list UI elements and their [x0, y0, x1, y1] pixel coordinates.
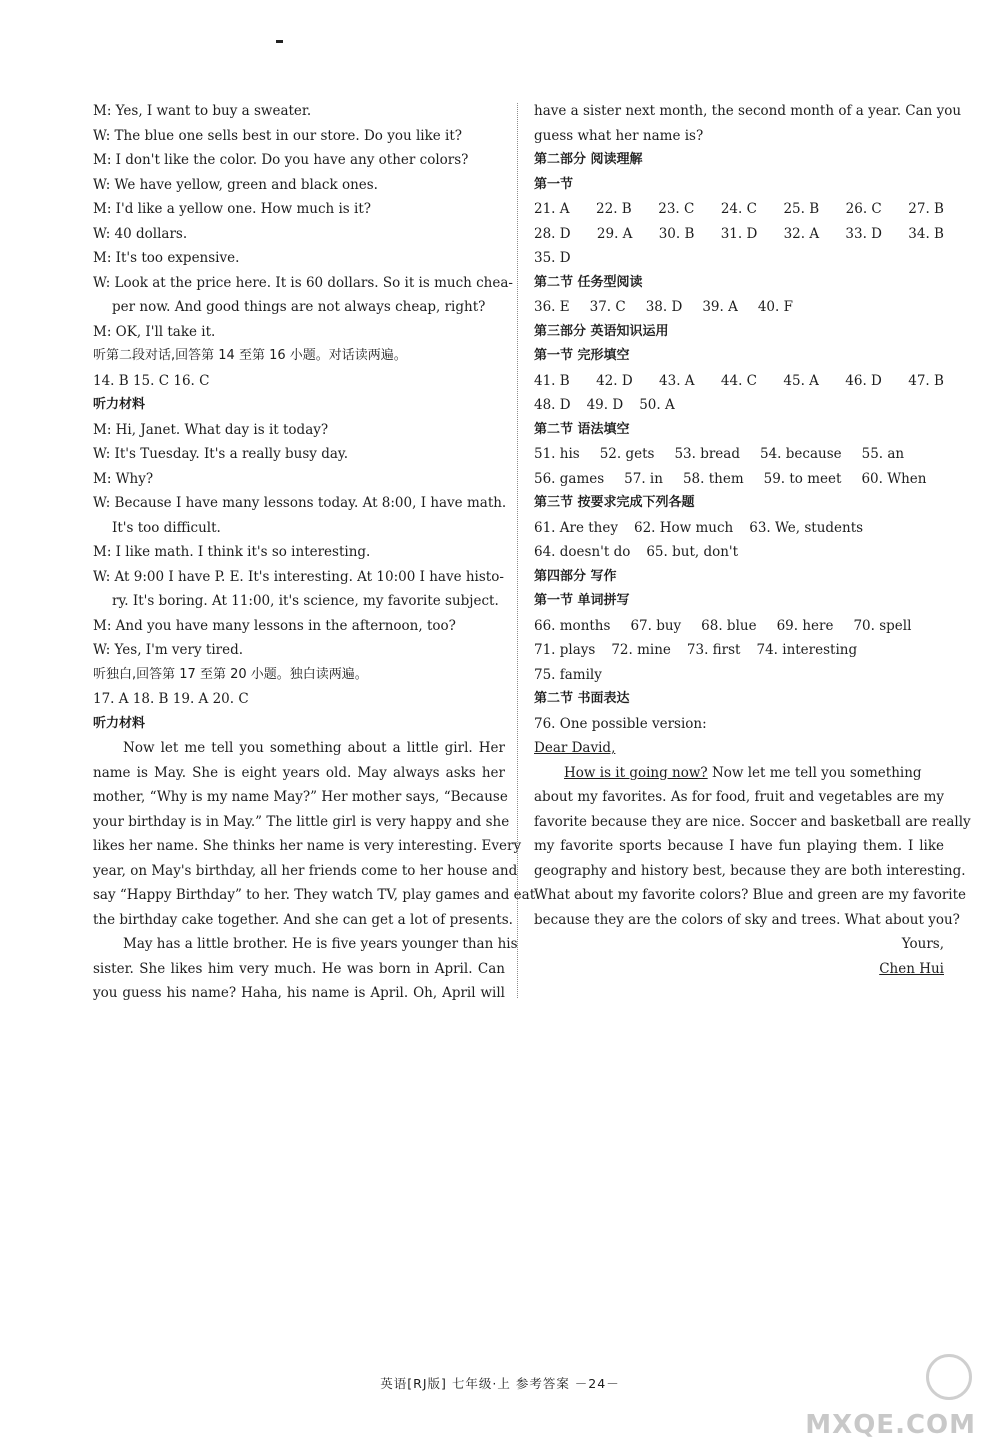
text-line: guess what her name is? [534, 127, 704, 144]
section-heading: 第二节 语法填空 [534, 421, 630, 437]
text-line: W: It's Tuesday. It's a really busy day. [93, 446, 349, 462]
answer-item: 58. them [682, 470, 744, 487]
answer-item: 31. D [720, 225, 758, 242]
text-line: M: I like math. I think it's so interesting. [93, 544, 371, 560]
answer-item: 34. B [908, 225, 944, 242]
answer-item: 42. D [596, 372, 633, 389]
text-line: sister. She likes him very much. He was born in April. Can [93, 960, 505, 977]
answer-item: 74. interesting [756, 642, 858, 658]
section-heading: 第二节 书面表达 [534, 691, 630, 706]
answer-item: 27. B [908, 201, 944, 217]
text-line: May has a little brother. He is five years younger than his [123, 936, 518, 952]
answer-item: 71. plays [534, 642, 596, 658]
text-line: you guess his name? Haha, his name is April. Oh, April will [93, 985, 505, 1001]
text-line: year, on May's birthday, all her friends come to her house and [93, 862, 518, 879]
text-line: geography and history best, because they are both interesting. [534, 862, 966, 879]
answer-item: 37. C [589, 299, 626, 315]
section-heading: 听力材料 [93, 715, 146, 731]
answer-item: 23. C [658, 201, 695, 217]
answer-item: 46. D [845, 372, 882, 389]
answer-item: 59. to meet [763, 470, 842, 487]
watermark-logo [805, 1352, 980, 1444]
text-line: ry. It's boring. At 11:00, it's science, my favorite subject. [112, 593, 499, 609]
text-line: M: I don't like the color. Do you have any other colors? [93, 152, 469, 168]
section-heading: 第一节 单词拼写 [534, 593, 630, 608]
text-line: likes her name. She thinks her name is very interesting. Every [93, 838, 522, 854]
answer-item: 55. an [861, 446, 905, 462]
text-line: favorite because they are nice. Soccer and basketball are really [534, 813, 971, 830]
text-line: 17. A 18. B 19. A 20. C [93, 691, 249, 707]
answer-item: 52. gets [599, 446, 655, 462]
answer-item: 39. A [702, 299, 738, 315]
answer-item: 54. because [760, 446, 842, 462]
answer-item: 65. but, don't [646, 544, 739, 560]
answer-item: 66. months [534, 617, 611, 634]
answer-item: 62. How much [633, 519, 734, 536]
answer-item: 51. his [534, 446, 580, 462]
answer-item: 53. bread [674, 446, 740, 462]
text-line: W: Yes, I'm very tired. [93, 642, 244, 658]
answer-row [534, 197, 944, 222]
text-line: Chen Hui [879, 960, 944, 977]
answer-item: 63. We, students [749, 519, 864, 536]
answer-item: 41. B [534, 372, 570, 389]
page-footer: 英语[RJ版] 七年级·上 参考答案 －24－ [380, 1376, 620, 1391]
answer-item: 56. games [534, 470, 605, 487]
text-line: W: Because I have many lessons today. At 8:00, I have math. [93, 495, 507, 511]
text-line: mother, “Why is my name May?” Her mother says, “Because [93, 789, 508, 805]
answer-item: 30. B [658, 225, 695, 242]
text-line: M: Hi, Janet. What day is it today? [93, 421, 329, 438]
text-line: have a sister next month, the second month of a year. Can you [534, 103, 962, 119]
answer-row [534, 369, 944, 394]
text-line: M: OK, I'll take it. [93, 323, 216, 340]
watermark-icon [926, 1354, 972, 1400]
text-line: Dear David, [534, 740, 616, 756]
answer-item: 60. When [861, 470, 927, 487]
section-heading: 听力材料 [93, 397, 146, 412]
text-line: my favorite sports because I have fun playing them. I like [534, 838, 944, 854]
answer-item: 50. A [639, 397, 675, 413]
text-line: W: At 9:00 I have P. E. It's interesting. At 10:00 I have histo- [93, 568, 504, 585]
text-line: Yours, [901, 936, 944, 952]
text-line: the birthday cake together. And she can get a lot of presents. [93, 911, 513, 928]
answer-item: 21. A [534, 201, 570, 217]
text-line: M: Yes, I want to buy a sweater. [93, 103, 312, 119]
text-line: It's too difficult. [112, 519, 221, 536]
answer-row [534, 393, 944, 418]
text-line: W: We have yellow, green and black ones. [93, 176, 378, 193]
underlined-text: How is it going now? [564, 764, 708, 781]
text-line: Now let me tell you something about a little girl. Her [123, 740, 505, 756]
text-line: W: Look at the price here. It is 60 dollars. So it is much chea- [93, 274, 513, 291]
section-heading: 第四部分 写作 [534, 568, 617, 584]
answer-row [534, 467, 944, 492]
answer-item: 70. spell [853, 617, 912, 634]
text-line: 76. One possible version: [534, 715, 707, 732]
answer-item: 73. first [686, 642, 741, 658]
answer-item: 68. blue [701, 617, 757, 634]
answer-item: 64. doesn't do [534, 544, 631, 560]
answer-row [534, 295, 944, 320]
answer-item: 29. A [596, 225, 633, 242]
answer-item: 38. D [645, 299, 683, 315]
answer-item: 40. F [757, 299, 793, 315]
answer-item: 32. A [783, 225, 820, 242]
answer-item: 26. C [845, 201, 882, 217]
answer-row [534, 442, 944, 467]
right-column [534, 99, 971, 981]
text-line: 听第二段对话,回答第 14 至第 16 小题。对话读两遍。 [93, 348, 407, 363]
answer-item: 69. here [776, 617, 834, 634]
text-line: M: It's too expensive. [93, 250, 240, 266]
section-heading: 第一节 完形填空 [534, 348, 630, 363]
section-heading: 第一节 [534, 176, 574, 192]
text-line: your birthday is in May.” The little girl is very happy and she [93, 813, 510, 830]
scan-mark [276, 40, 283, 43]
answer-item: 33. D [845, 225, 882, 242]
watermark-text: MXQE.COM [805, 1410, 976, 1440]
answer-row [534, 516, 944, 541]
answer-item: 24. C [720, 201, 757, 217]
text-line: say “Happy Birthday” to her. They watch TV, play games and eat [93, 887, 536, 903]
text-line: M: Why? [93, 470, 154, 487]
answer-item: 22. B [596, 201, 632, 217]
section-heading: 第二节 任务型阅读 [534, 274, 643, 290]
text-line: because they are the colors of sky and trees. What about you? [534, 911, 960, 928]
text-line: 35. D [534, 250, 571, 266]
text-line: 75. family [534, 666, 602, 683]
section-heading: 第二部分 阅读理解 [534, 152, 643, 167]
answer-item: 28. D [534, 225, 571, 242]
answer-item: 25. B [783, 201, 820, 217]
text-line: W: The blue one sells best in our store. Do you like it? [93, 127, 463, 144]
column-divider [517, 103, 518, 998]
answer-row [534, 222, 944, 247]
answer-row [534, 540, 944, 565]
text-line: 听独白,回答第 17 至第 20 小题。独白读两遍。 [93, 666, 368, 682]
answer-item: 48. D [534, 397, 571, 413]
answer-item: 44. C [720, 372, 758, 389]
answer-row [534, 638, 944, 663]
answer-item: 43. A [659, 372, 695, 389]
text-rest: Now let me tell you something [707, 764, 922, 781]
text-line: M: And you have many lessons in the afternoon, too? [93, 617, 456, 634]
text-line: per now. And good things are not always cheap, right? [112, 299, 486, 315]
text-line [534, 761, 944, 786]
text-line: 14. B 15. C 16. C [93, 372, 210, 389]
text-line: What about my favorite colors? Blue and green are my favorite [534, 887, 967, 903]
answer-row [534, 614, 944, 639]
text-line: name is May. She is eight years old. May always asks her [93, 764, 505, 781]
answer-item: 49. D [586, 397, 624, 413]
answer-item: 61. Are they [534, 519, 618, 536]
answer-item: 72. mine [611, 642, 671, 658]
left-column [93, 99, 536, 1006]
text-line: M: I'd like a yellow one. How much is it? [93, 201, 372, 217]
text-line: W: 40 dollars. [93, 225, 188, 242]
text-line: about my favorites. As for food, fruit and vegetables are my [534, 789, 944, 805]
answer-item: 47. B [908, 372, 944, 389]
section-heading: 第三部分 英语知识运用 [534, 323, 669, 339]
answer-item: 45. A [783, 372, 819, 389]
section-heading: 第三节 按要求完成下列各题 [534, 495, 695, 510]
answer-item: 67. buy [630, 617, 682, 634]
answer-item: 36. E [534, 299, 570, 315]
answer-item: 57. in [624, 470, 663, 487]
